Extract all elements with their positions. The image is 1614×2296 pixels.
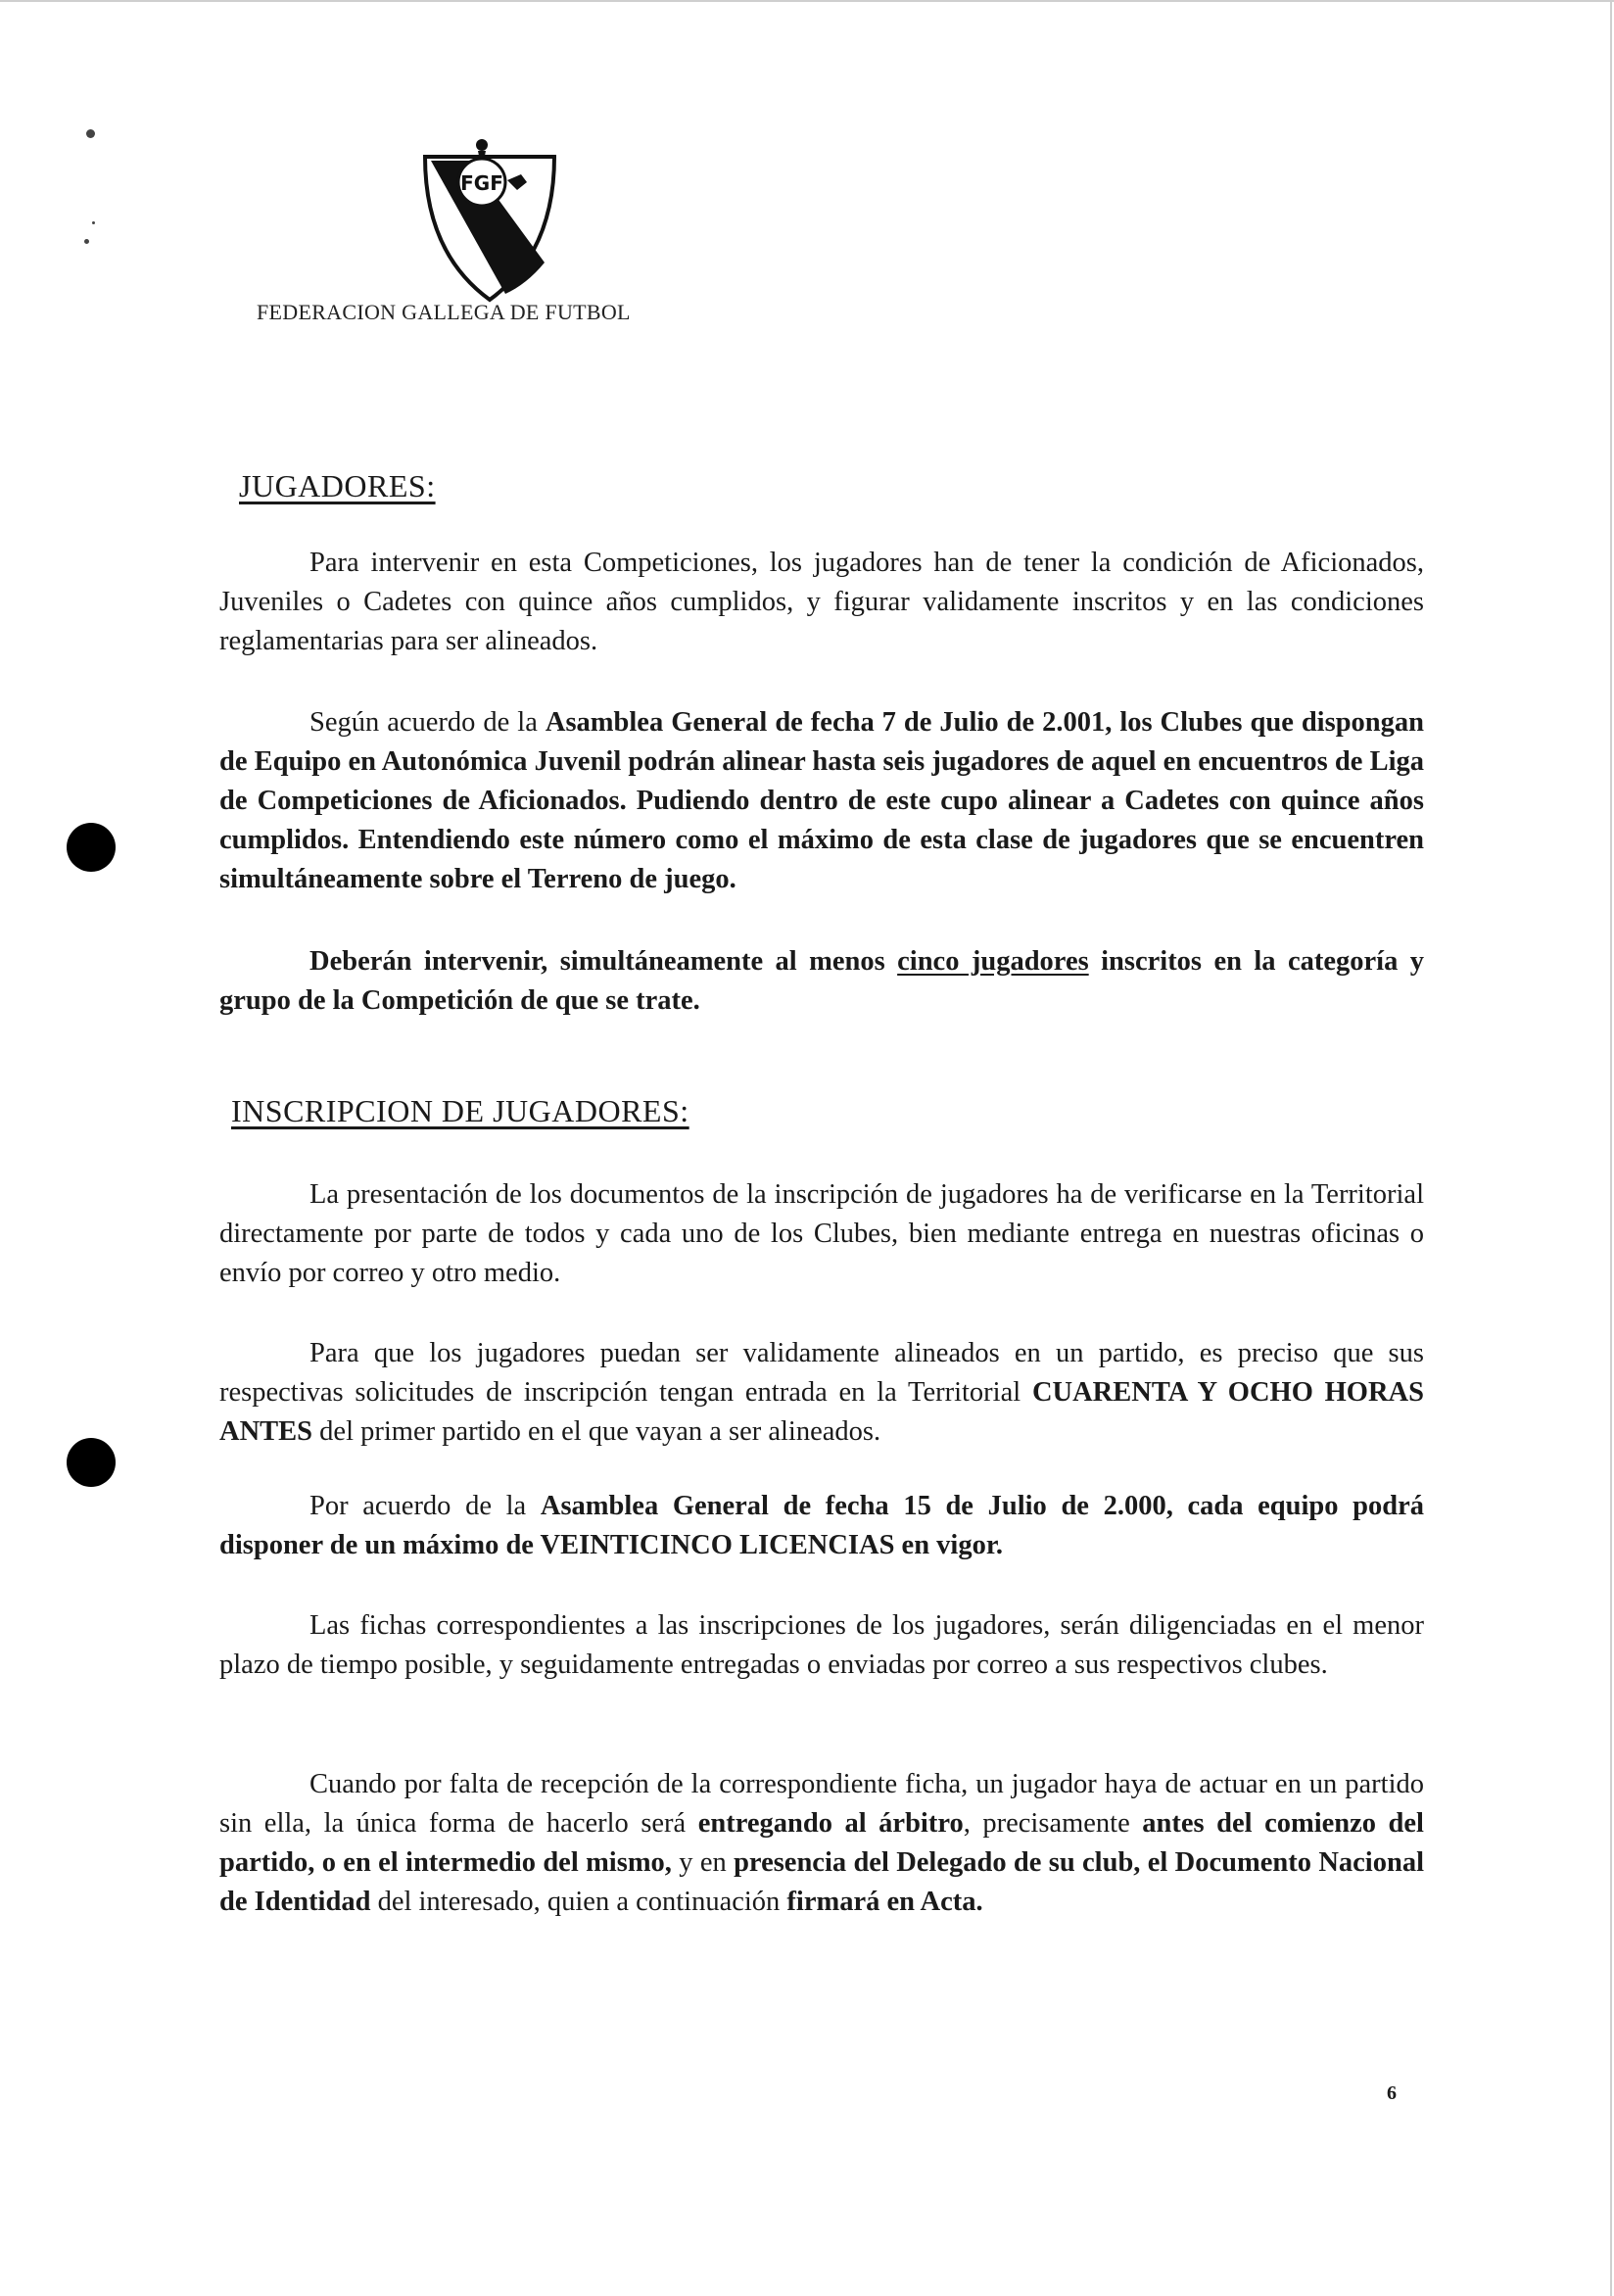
organization-name: FEDERACION GALLEGA DE FUTBOL xyxy=(257,300,631,324)
scan-speck xyxy=(84,239,89,244)
registration-p5-bold-5: firmará en Acta. xyxy=(786,1887,983,1917)
registration-paragraph-5 xyxy=(219,1765,1424,1922)
players-p3-underlined: cinco jugadores xyxy=(897,946,1089,977)
registration-p1-text: La presentación de los documentos de la inscripción de jugadores ha de verificarse en la Territorial directamente por parte de todos y cada uno de los Clubes, bien mediante entrega en nuestras oficinas o envío por correo y otro medio. xyxy=(219,1179,1424,1288)
registration-p5-text-2: , precisamente xyxy=(963,1808,1143,1839)
registration-paragraph-4 xyxy=(219,1606,1424,1685)
registration-p2-text-end: del primer partido en el que vayan a ser alineados. xyxy=(312,1416,881,1447)
scan-speck xyxy=(92,221,95,224)
registration-p2-bold: CUARENTA Y OCHO HORAS ANTES xyxy=(219,1377,1424,1447)
registration-p3-bold: Asamblea General de fecha 15 de Julio de 2.000, cada equipo podrá disponer de un máximo de VEINTICINCO LICENCIAS en vigor. xyxy=(219,1491,1425,1560)
players-p2-bold: Asamblea General de fecha 7 de Julio de 2.001, los Clubes que dispongan de Equipo en Autonómica Juvenil podrán alinear hasta seis jugadores de aquel en encuentros de Liga de Competiciones de Aficionados. Pudiendo dentro de este cupo alinear a Cadetes con quince años cumplidos. Entendiendo este número como el máximo de esta clase de jugadores que se encuentren simultáneamente sobre el Terreno de juego. xyxy=(219,707,1424,894)
registration-p5-bold-1: entregando al árbitro xyxy=(697,1808,964,1839)
svg-text:FGF: FGF xyxy=(460,171,503,195)
registration-paragraph-1 xyxy=(219,1175,1424,1293)
scan-speck xyxy=(86,129,95,138)
players-heading: JUGADORES: xyxy=(239,468,436,503)
registration-p3-text: Por acuerdo de la xyxy=(309,1491,541,1521)
registration-p5-bold-3: presencia del Delegado de su club, xyxy=(734,1847,1141,1878)
players-paragraph-3 xyxy=(219,942,1424,1021)
registration-p2-text: Para que los jugadores puedan ser validamente alineados en un partido, es preciso que sus respectivas solicitudes de inscripción tengan entrada en la Territorial xyxy=(219,1338,1424,1408)
registration-paragraph-3 xyxy=(219,1487,1424,1565)
players-p3-bold-end: inscritos en la categoría y grupo de la Competición de que se trate. xyxy=(219,946,1424,1016)
players-paragraph-1 xyxy=(219,544,1424,661)
registration-p5-bold-4: Documento Nacional de Identidad xyxy=(219,1847,1424,1917)
players-p1-text: Para intervenir en esta Competiciones, los jugadores han de tener la condición de Aficionados, Juveniles o Cadetes con quince años cumplidos, y figurar validamente inscritos y en las condiciones reglamentarias para ser alineados. xyxy=(219,548,1424,656)
punch-hole xyxy=(67,823,116,872)
page-right-edge xyxy=(1610,0,1612,2296)
federation-crest-icon xyxy=(419,137,566,306)
page-number: 6 xyxy=(1387,2082,1397,2104)
registration-p5-text: Cuando por falta de recepción de la correspondiente ficha, un jugador haya de actuar en un partido sin ella, la única forma de hacerlo será xyxy=(219,1769,1424,1839)
registration-paragraph-2 xyxy=(219,1334,1424,1452)
page-top-edge xyxy=(0,0,1614,2)
registration-heading: INSCRIPCION DE JUGADORES: xyxy=(231,1093,689,1128)
players-paragraph-2 xyxy=(219,703,1424,899)
registration-p4-text: Las fichas correspondientes a las inscripciones de los jugadores, serán diligenciadas en el menor plazo de tiempo posible, y seguidamente entregadas o enviadas por correo a sus respectivos clubes. xyxy=(219,1610,1424,1680)
registration-p5-text-3: y en xyxy=(671,1847,735,1878)
players-p3-bold: Deberán intervenir, simultáneamente al menos xyxy=(309,946,898,977)
punch-hole xyxy=(67,1438,116,1487)
registration-p5-text-4: el xyxy=(1140,1847,1175,1878)
registration-p5-bold-2: antes del comienzo del partido, o en el intermedio del mismo, xyxy=(219,1808,1424,1878)
players-p2-text: Según acuerdo de la xyxy=(309,707,546,738)
registration-p5-text-5: del interesado, quien a continuación xyxy=(370,1887,787,1917)
